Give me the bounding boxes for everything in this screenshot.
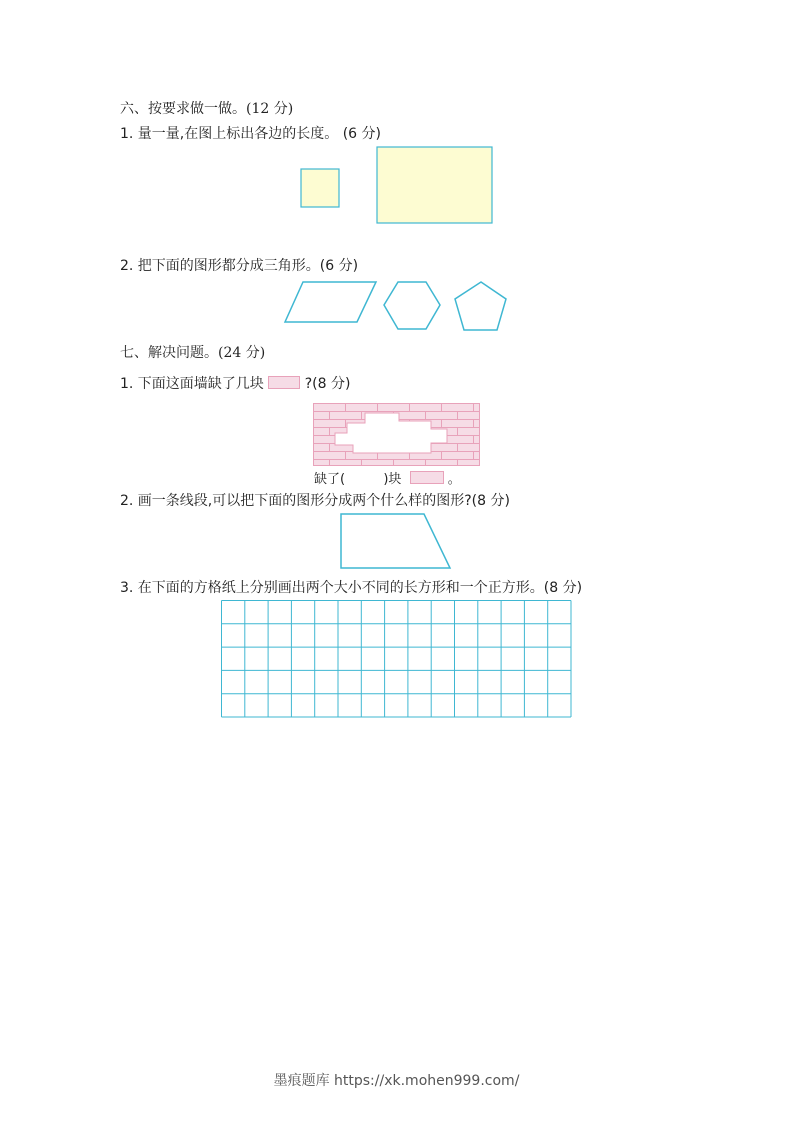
brick-icon (268, 376, 300, 389)
small-square-figure (300, 168, 340, 208)
shapes-to-split (284, 280, 514, 335)
small-square (301, 169, 339, 207)
brick-wall (313, 403, 481, 467)
large-rectangle-figure (376, 146, 493, 224)
question-7-2: 2. 画一条线段,可以把下面的图形分成两个什么样的图形?(8 分) (120, 493, 510, 509)
section7-title: 七、解决问题。(24 分) (120, 345, 266, 361)
right-trapezoid (341, 514, 450, 568)
answer-suffix: )块 (383, 472, 402, 487)
parallelogram (285, 282, 376, 322)
footer-watermark: 墨痕题库 https://xk.mohen999.com/ (273, 1073, 520, 1089)
pentagon (455, 282, 506, 330)
question-7-1-answer (314, 471, 461, 489)
question-7-1-points: ?(8 分) (304, 376, 351, 392)
brick-icon (410, 471, 444, 484)
question-7-1-text: 1. 下面这面墙缺了几块 (120, 376, 264, 392)
question-6-1: 1. 量一量,在图上标出各边的长度。 (6 分) (120, 126, 381, 142)
answer-end: 。 (447, 472, 461, 487)
question-7-3: 3. 在下面的方格纸上分别画出两个大小不同的长方形和一个正方形。(8 分) (120, 580, 583, 596)
grid-paper[interactable] (221, 600, 573, 719)
trapezoid-figure (340, 513, 452, 569)
answer-prefix: 缺了( (314, 472, 346, 487)
question-6-2: 2. 把下面的图形都分成三角形。(6 分) (120, 258, 359, 274)
large-rectangle (377, 147, 492, 223)
question-7-1 (120, 375, 350, 393)
section6-title: 六、按要求做一做。(12 分) (120, 101, 294, 117)
hexagon (384, 282, 440, 329)
